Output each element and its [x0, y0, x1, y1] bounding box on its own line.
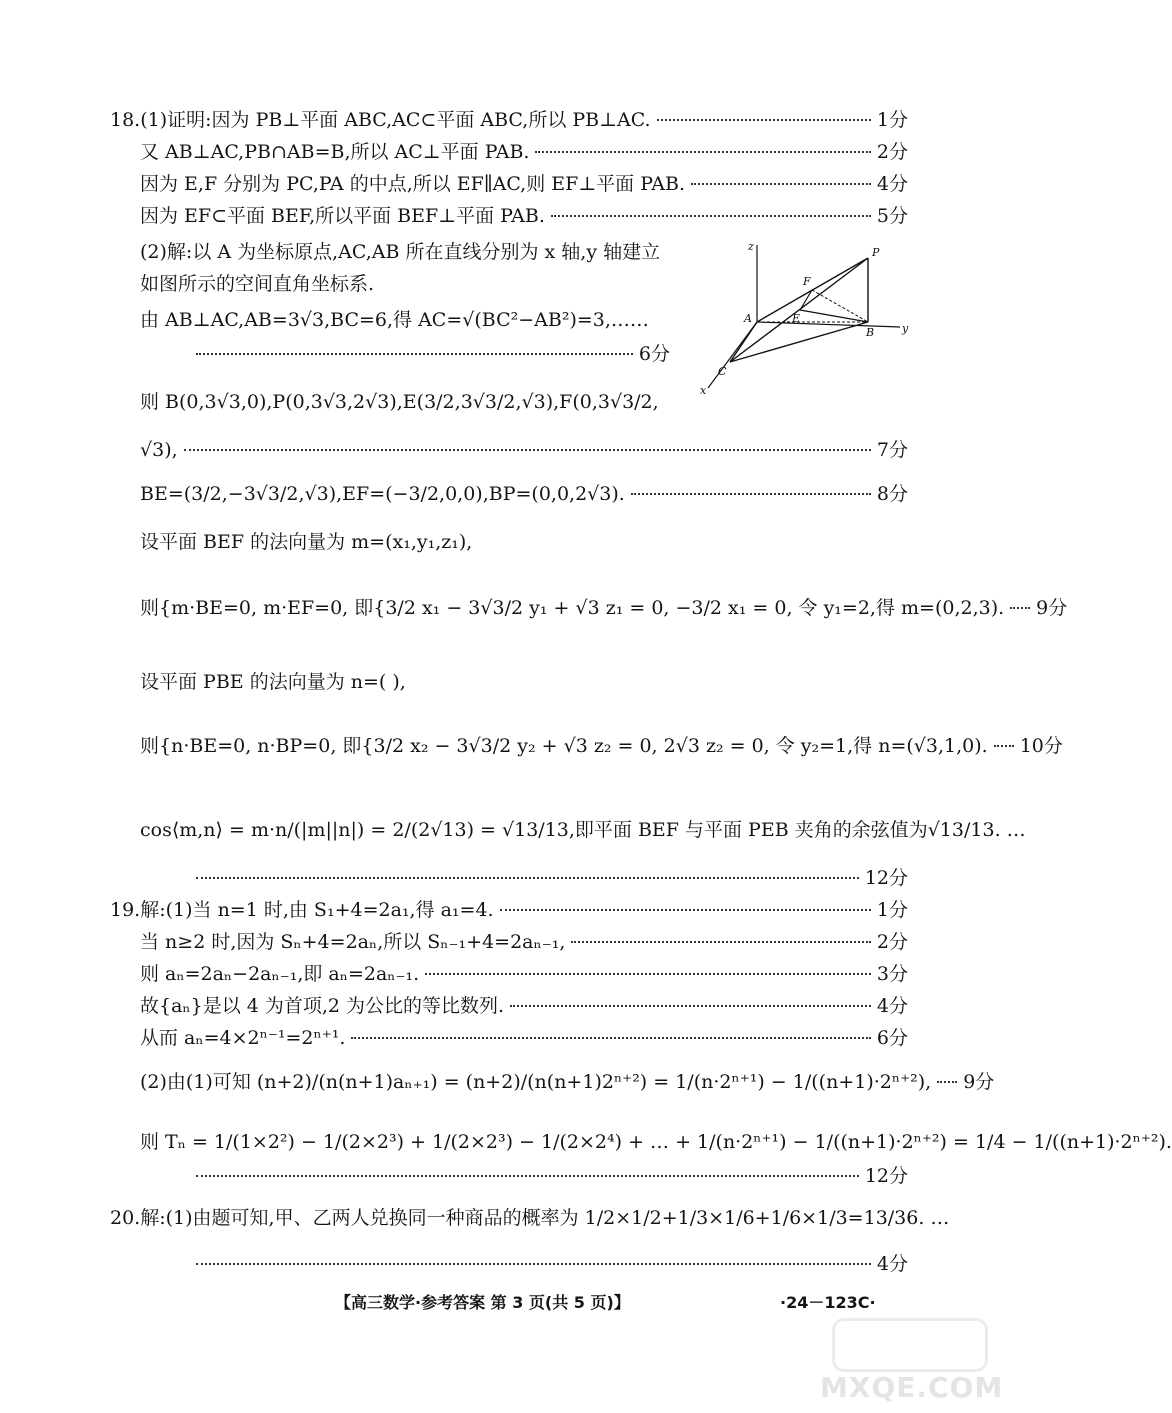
leader-dots: [691, 183, 871, 185]
line-text: 因为 E,F 分别为 PC,PA 的中点,所以 EF∥AC,则 EF⊥平面 PAB.: [140, 173, 685, 195]
leader-dots: [551, 215, 871, 217]
score-label: 4分: [876, 995, 908, 1017]
fig-label: y: [902, 322, 909, 335]
score-label: 1分: [876, 899, 908, 921]
line-text: BE=(3/2,−3√3/2,√3),EF=(−3/2,0,0),BP=(0,0,2√3).: [140, 483, 625, 505]
answer-line: [190, 342, 670, 366]
answer-line: [110, 108, 908, 132]
fig-label: B: [866, 326, 875, 339]
answer-line: [190, 866, 908, 890]
answer-line: [140, 1026, 908, 1050]
answer-line: [140, 482, 908, 506]
leader-dots: [510, 1005, 871, 1007]
line-text: 20.解:(1)由题可知,甲、乙两人兑换同一种商品的概率为 1/2×1/2+1/3×1/6+1/6×1/3=13/36. …: [110, 1207, 950, 1229]
watermark-icon: [832, 1318, 988, 1372]
leader-dots: [196, 353, 633, 355]
leader-dots: [351, 1037, 871, 1039]
answer-line: [140, 240, 670, 264]
answer-line: [140, 930, 908, 954]
line-text: 从而 aₙ=4×2ⁿ⁻¹=2ⁿ⁺¹.: [140, 1027, 346, 1049]
fig-label: E: [792, 312, 801, 325]
answer-line: [140, 172, 908, 196]
leader-dots: [196, 1263, 871, 1265]
score-label: 2分: [876, 931, 908, 953]
leader-dots: [184, 449, 871, 451]
fig-label: A: [744, 312, 752, 325]
score-label: 1分: [876, 109, 908, 131]
score-label: 9分: [963, 1071, 995, 1093]
line-text: 则 aₙ=2aₙ−2aₙ₋₁,即 aₙ=2aₙ₋₁.: [140, 963, 420, 985]
answer-line: [140, 438, 908, 462]
score-label: 2分: [876, 141, 908, 163]
leader-dots: [500, 909, 871, 911]
score-label: 9分: [1036, 597, 1068, 619]
answer-line: [140, 140, 908, 164]
score-label: 12分: [864, 1165, 908, 1187]
leader-dots: [535, 151, 870, 153]
line-text: 当 n≥2 时,因为 Sₙ+4=2aₙ,所以 Sₙ₋₁+4=2aₙ₋₁,: [140, 931, 566, 953]
line-text: cos⟨m,n⟩ = m·n/(|m||n|) = 2/(2√13) = √13/13,即平面 BEF 与平面 PEB 夹角的余弦值为√13/13. …: [140, 819, 1026, 841]
score-label: 8分: [876, 483, 908, 505]
score-label: 3分: [876, 963, 908, 985]
score-label: 5分: [876, 205, 908, 227]
fig-label: P: [872, 246, 880, 259]
answer-line: [140, 1070, 995, 1094]
answer-line: [140, 962, 908, 986]
line-text: 19.解:(1)当 n=1 时,由 S₁+4=2a₁,得 a₁=4.: [110, 899, 494, 921]
line-text: 18.(1)证明:因为 PB⊥平面 ABC,AC⊂平面 ABC,所以 PB⊥AC.: [110, 109, 651, 131]
line-text: 则 Tₙ = 1/(1×2²) − 1/(2×2³) + 1/(2×2³) − 1/(2×2⁴) + … + 1/(n·2ⁿ⁺¹) − 1/((n+1)·2ⁿ⁺²) = 1/4 − 1/((n+1)·2ⁿ⁺²).: [140, 1131, 1172, 1153]
line-text: (2)由(1)可知 (n+2)/(n(n+1)aₙ₊₁) = (n+2)/(n(n+1)2ⁿ⁺²) = 1/(n·2ⁿ⁺¹) − 1/((n+1)·2ⁿ⁺²),: [140, 1071, 932, 1093]
footer-title: 【高三数学·参考答案 第 3 页(共 5 页)】: [335, 1293, 630, 1312]
line-text: (2)解:以 A 为坐标原点,AC,AB 所在直线分别为 x 轴,y 轴建立: [140, 241, 661, 263]
line-text: 则{m·BE=0, m·EF=0, 即{3/2 x₁ − 3√3/2 y₁ + √3 z₁ = 0, −3/2 x₁ = 0, 令 y₁=2,得 m=(0,2,3).: [140, 597, 1005, 619]
answer-line: [110, 898, 908, 922]
line-text: 则 B(0,3√3,0),P(0,3√3,2√3),E(3/2,3√3/2,√3),F(0,3√3/2,: [140, 391, 659, 413]
answer-line: [140, 670, 908, 694]
answer-line: [190, 1164, 908, 1188]
answer-line: [140, 204, 908, 228]
footer-code: ·24－123C·: [780, 1293, 876, 1312]
leader-dots: [994, 745, 1014, 747]
fig-label: F: [803, 275, 811, 288]
answer-line: [190, 1252, 908, 1276]
answer-line: [140, 1130, 1172, 1154]
score-label: 6分: [876, 1027, 908, 1049]
line-text: 又 AB⊥AC,PB∩AB=B,所以 AC⊥平面 PAB.: [140, 141, 530, 163]
line-text: 因为 EF⊂平面 BEF,所以平面 BEF⊥平面 PAB.: [140, 205, 545, 227]
score-label: 4分: [876, 1253, 908, 1275]
answer-line: [110, 1206, 950, 1230]
answer-line: [140, 818, 1026, 842]
score-label: 7分: [876, 439, 908, 461]
score-label: 12分: [864, 867, 908, 889]
score-label: 6分: [638, 343, 670, 365]
leader-dots: [425, 973, 871, 975]
coordinate-figure: [700, 240, 915, 405]
score-label: 4分: [876, 173, 908, 195]
leader-dots: [1010, 607, 1030, 609]
score-label: 10分: [1019, 735, 1063, 757]
answer-line: [140, 734, 1063, 758]
answer-line: [140, 530, 908, 554]
pyramid-diagram: [700, 240, 915, 405]
fig-label: x: [700, 384, 707, 397]
watermark-logo: [820, 1318, 1004, 1408]
line-text: 如图所示的空间直角坐标系.: [140, 273, 375, 295]
line-text: 由 AB⊥AC,AB=3√3,BC=6,得 AC=√(BC²−AB²)=3,……: [140, 309, 649, 331]
line-text: 故{aₙ}是以 4 为首项,2 为公比的等比数列.: [140, 995, 505, 1017]
leader-dots: [657, 119, 871, 121]
leader-dots: [196, 1175, 859, 1177]
leader-dots: [571, 941, 870, 943]
answer-line: [140, 994, 908, 1018]
answer-line: [140, 272, 670, 296]
line-text: 设平面 BEF 的法向量为 m=(x₁,y₁,z₁),: [140, 531, 473, 553]
fig-label: C: [718, 365, 727, 378]
leader-dots: [631, 493, 871, 495]
line-text: 设平面 PBE 的法向量为 n=( ),: [140, 671, 406, 693]
answer-line: [140, 308, 670, 332]
line-text: 则{n·BE=0, n·BP=0, 即{3/2 x₂ − 3√3/2 y₂ + √3 z₂ = 0, 2√3 z₂ = 0, 令 y₂=1,得 n=(√3,1,0).: [140, 735, 988, 757]
watermark-text: MXQE.COM: [820, 1371, 1004, 1404]
answer-line: [140, 596, 1068, 620]
leader-dots: [196, 877, 859, 879]
page-footer: [0, 1290, 1000, 1316]
fig-label: z: [748, 240, 754, 253]
line-text: √3),: [140, 439, 178, 461]
leader-dots: [937, 1081, 957, 1083]
